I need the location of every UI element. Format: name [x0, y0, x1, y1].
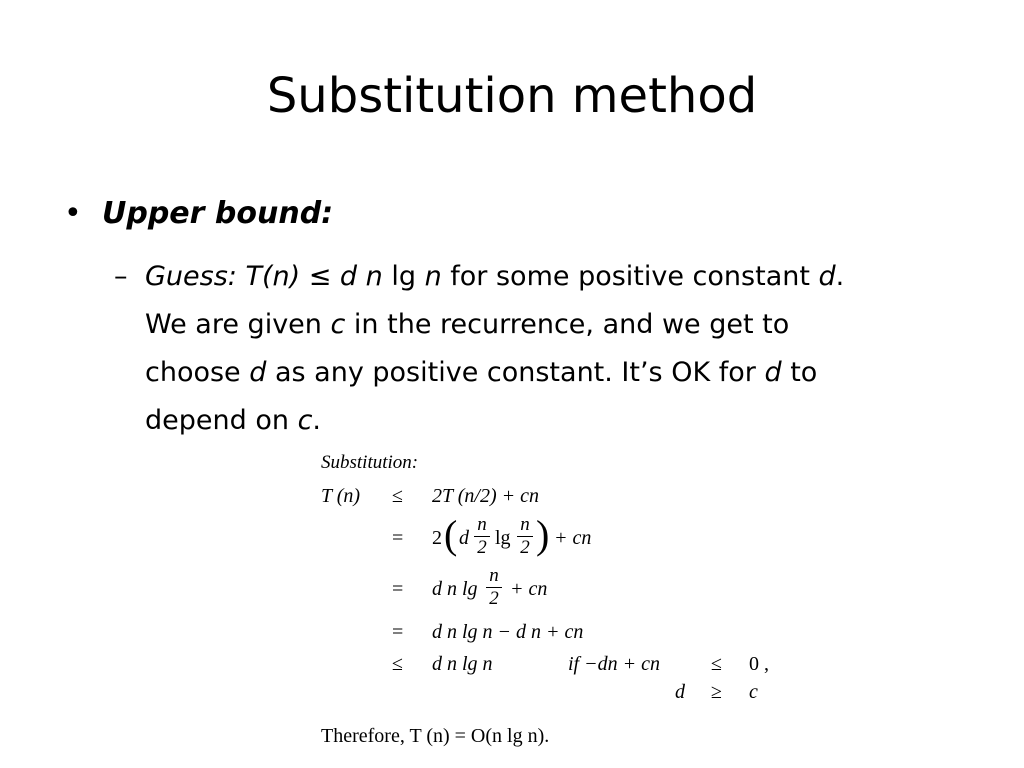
fraction-denominator: 2	[477, 537, 487, 558]
period: .	[312, 405, 322, 436]
derivation-row-5: d n lg n	[432, 653, 493, 675]
slide-title: Substitution method	[266, 68, 758, 124]
d-variable: d	[818, 261, 836, 292]
condition-ge: ≥	[711, 681, 722, 703]
condition-le: ≤	[711, 653, 722, 675]
relation-eq: =	[392, 621, 404, 643]
upper-bound-heading: Upper bound:	[102, 196, 334, 231]
condition-1-rhs: 0 ,	[749, 653, 769, 675]
choose-text: choose	[145, 357, 250, 388]
row-2-end: + cn	[554, 527, 592, 549]
c-variable: c	[330, 309, 346, 340]
derivation-row-1: 2T (n/2) + cn	[432, 485, 540, 507]
constant-text: as any positive constant. It’s OK for	[266, 357, 765, 388]
guess-line-2	[145, 301, 1005, 349]
given-text: We are given	[145, 309, 331, 340]
derivation-lhs: T (n)	[321, 485, 361, 507]
guess-line-1	[145, 253, 1005, 301]
guess-paragraph	[145, 253, 1005, 445]
bullet-marker: •	[64, 196, 82, 231]
conclusion: Therefore, T (n) = O(n lg n).	[321, 725, 550, 747]
period: .	[835, 261, 845, 292]
fraction-denominator: 2	[520, 537, 530, 558]
relation-le: ≤	[392, 653, 403, 675]
open-paren: (	[444, 512, 458, 557]
relation-eq: =	[392, 578, 404, 600]
depend-text: depend on	[145, 405, 298, 436]
row-3-start: d n lg	[432, 578, 478, 600]
row-2-d: d	[459, 527, 469, 549]
row-2-coefficient: 2	[432, 527, 442, 549]
fraction-numerator: n	[489, 565, 499, 586]
d-variable: d	[249, 357, 267, 388]
condition-2-rhs: c	[749, 681, 758, 703]
dash-marker: –	[114, 261, 128, 292]
row-2-lg: lg	[495, 527, 511, 549]
close-paren: )	[536, 512, 550, 557]
guess-mid-text: for some positive constant	[441, 261, 819, 292]
derivation-heading: Substitution:	[321, 452, 419, 473]
to-text: to	[781, 357, 818, 388]
guess-line-4	[145, 397, 1005, 445]
fraction-n-over-2	[517, 516, 533, 557]
guess-label: Guess: T(n) ≤ d n	[145, 261, 392, 292]
condition-2-lhs: d	[675, 681, 685, 703]
condition-1: if −dn + cn	[568, 653, 660, 675]
fraction-numerator: n	[520, 514, 530, 535]
fraction-n-over-2	[474, 516, 490, 557]
n-variable: n	[424, 261, 442, 292]
fraction-denominator: 2	[489, 588, 499, 609]
row-3-end: + cn	[510, 578, 548, 600]
c-variable: c	[297, 405, 313, 436]
d-variable: d	[764, 357, 782, 388]
relation-eq: =	[392, 527, 404, 549]
recurrence-text: in the recurrence, and we get to	[345, 309, 790, 340]
fraction-numerator: n	[477, 514, 487, 535]
derivation-row-4: d n lg n − d n + cn	[432, 621, 584, 643]
lg-text: lg	[391, 261, 425, 292]
fraction-n-over-2	[486, 567, 502, 608]
relation-le: ≤	[392, 485, 403, 507]
guess-line-3	[145, 349, 1005, 397]
